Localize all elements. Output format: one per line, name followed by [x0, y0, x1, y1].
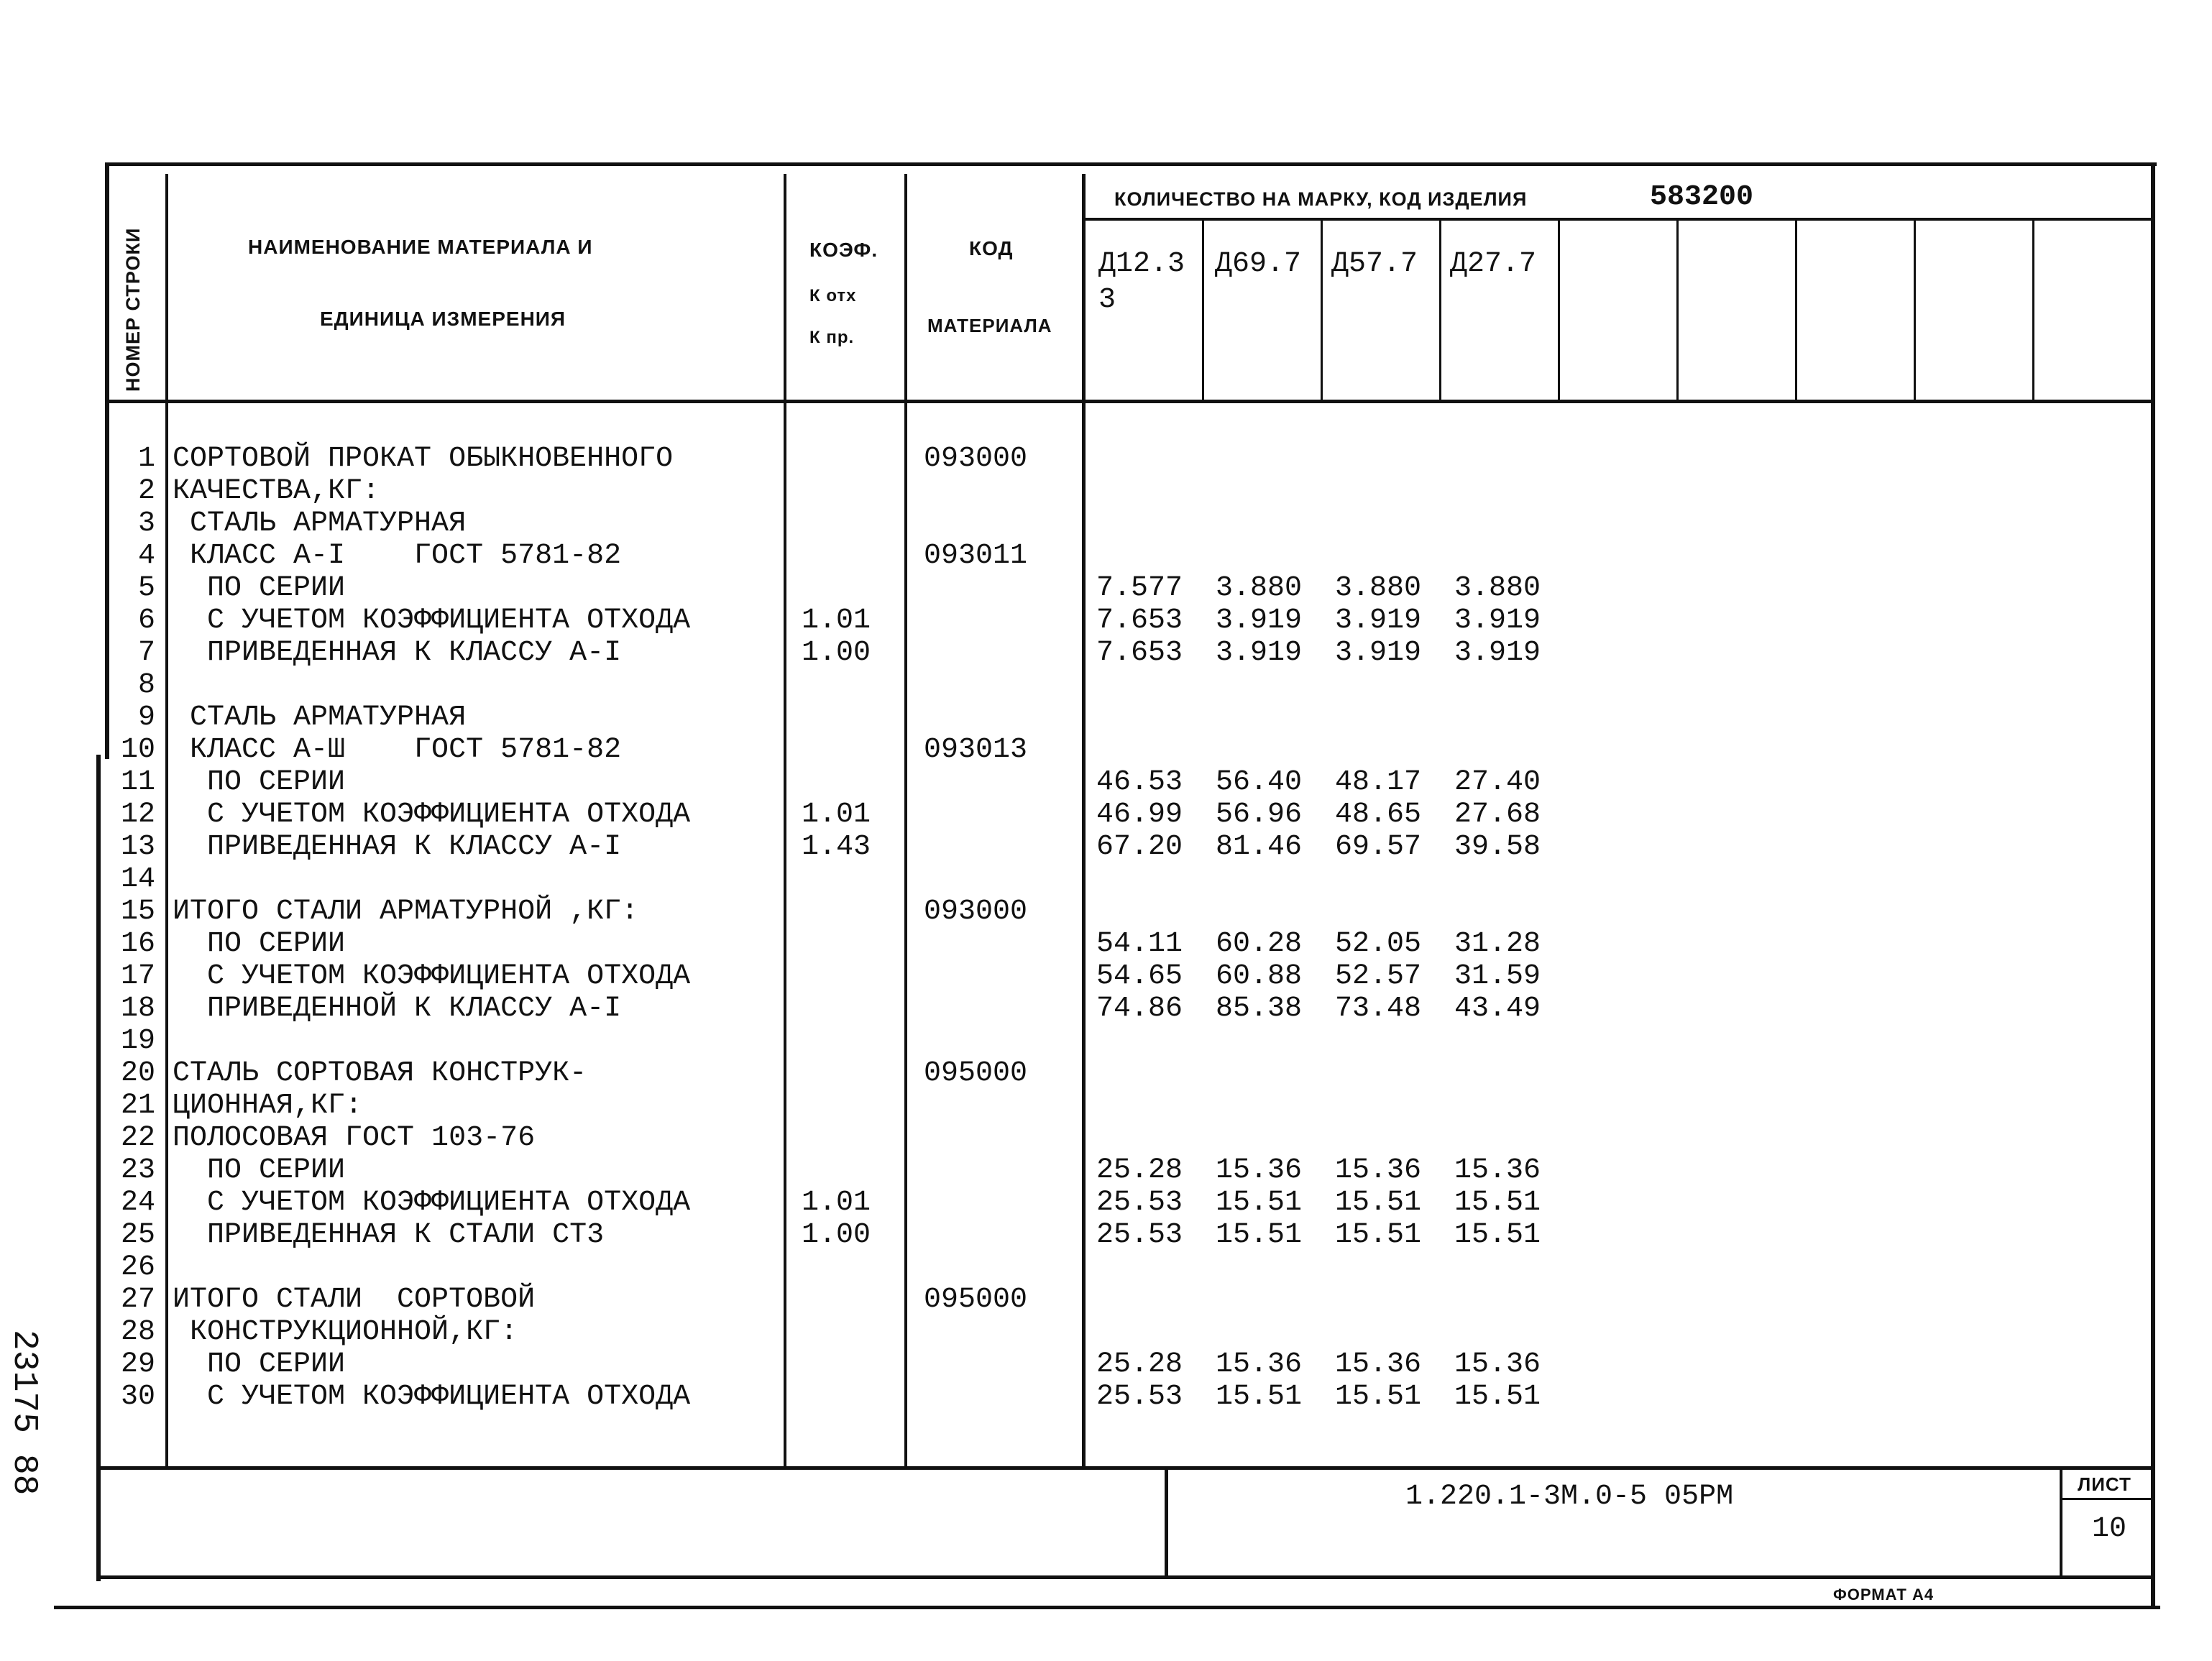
row-number: 3 — [137, 507, 155, 540]
quantity-value: 73.48 — [1335, 993, 1422, 1025]
material-name: ИТОГО СТАЛИ АРМАТУРНОЙ ,КГ: — [173, 896, 639, 928]
material-name: ПО СЕРИИ — [173, 928, 346, 960]
row-number: 29 — [120, 1348, 155, 1381]
coefficient — [802, 863, 902, 896]
quantity-value: 27.68 — [1454, 799, 1541, 831]
material-name: С УЧЕТОМ КОЭФФИЦИЕНТА ОТХОДА — [173, 1187, 691, 1219]
material-code — [924, 1025, 1075, 1057]
row-number: 12 — [120, 799, 155, 831]
material-name: С УЧЕТОМ КОЭФФИЦИЕНТА ОТХОДА — [173, 1381, 691, 1413]
quantity-value: 60.88 — [1216, 960, 1303, 993]
coefficient — [802, 475, 902, 507]
header-code-line2: МАТЕРИАЛА — [927, 315, 1052, 336]
material-name: КЛАСС А-Ш ГОСТ 5781-82 — [173, 734, 622, 766]
quantity-row — [1096, 507, 1600, 540]
row-number: 9 — [137, 701, 155, 734]
material-name: СТАЛЬ СОРТОВАЯ КОНСТРУК- — [173, 1057, 587, 1090]
quantity-value: 25.53 — [1096, 1187, 1183, 1219]
quantity-row — [1096, 1219, 1600, 1251]
material-name: ПРИВЕДЕННАЯ К КЛАССУ А-I — [173, 831, 622, 863]
material-name: С УЧЕТОМ КОЭФФИЦИЕНТА ОТХОДА — [173, 960, 691, 993]
quantity-value: 25.28 — [1096, 1154, 1183, 1187]
material-code — [924, 701, 1075, 734]
quantity-value: 15.36 — [1454, 1154, 1541, 1187]
material-name: ПО СЕРИИ — [173, 1154, 346, 1187]
quantity-value: 60.28 — [1216, 928, 1303, 960]
sep-mark-4 — [1558, 218, 1560, 400]
title-block-divider — [1165, 1466, 1168, 1578]
quantity-value: 15.51 — [1335, 1187, 1422, 1219]
quantity-value: 69.57 — [1335, 831, 1422, 863]
quantity-value: 15.51 — [1454, 1219, 1541, 1251]
coefficient — [802, 734, 902, 766]
coefficient — [802, 1154, 902, 1187]
quantity-row — [1096, 443, 1600, 475]
quantity-value: 25.53 — [1096, 1219, 1183, 1251]
row-number: 10 — [120, 734, 155, 766]
material-code — [924, 799, 1075, 831]
sep-mark-7 — [1914, 218, 1916, 400]
coefficient — [802, 540, 902, 572]
quantity-value: 15.36 — [1335, 1154, 1422, 1187]
coefficient — [802, 701, 902, 734]
quantity-row — [1096, 1251, 1600, 1284]
material-name: ПРИВЕДЕННОЙ К КЛАССУ А-I — [173, 993, 622, 1025]
coefficient: 1.01 — [802, 799, 871, 831]
material-code-column — [924, 443, 1075, 1413]
quantity-row — [1096, 734, 1600, 766]
material-code — [924, 1381, 1075, 1413]
sep-name — [784, 174, 786, 1468]
quantity-row — [1096, 766, 1600, 799]
quantity-row — [1096, 993, 1600, 1025]
sep-mark-3 — [1439, 218, 1441, 400]
quantity-row — [1096, 1025, 1600, 1057]
material-name: ПО СЕРИИ — [173, 1348, 346, 1381]
frame-top — [108, 162, 2157, 166]
quantity-value: 7.653 — [1096, 637, 1183, 669]
quantity-value: 27.40 — [1454, 766, 1541, 799]
material-name: КАЧЕСТВА,КГ: — [173, 475, 380, 507]
quantity-row — [1096, 1284, 1600, 1316]
material-code — [924, 669, 1075, 701]
row-number: 23 — [120, 1154, 155, 1187]
sep-code — [1082, 174, 1086, 1468]
material-code — [924, 604, 1075, 637]
sep-coef — [904, 174, 907, 1468]
row-number: 2 — [137, 475, 155, 507]
row-number: 5 — [137, 572, 155, 604]
coefficient — [802, 572, 902, 604]
coefficient: 1.01 — [802, 604, 871, 637]
row-number: 14 — [120, 863, 155, 896]
quantity-row — [1096, 572, 1600, 604]
material-code: 095000 — [924, 1284, 1028, 1316]
sheet-label: ЛИСТ — [2078, 1473, 2131, 1495]
coefficient — [802, 1057, 902, 1090]
coefficient: 1.00 — [802, 1219, 871, 1251]
material-code — [924, 1187, 1075, 1219]
quantity-row — [1096, 1187, 1600, 1219]
quantity-value: 15.51 — [1454, 1381, 1541, 1413]
quantity-value: 25.28 — [1096, 1348, 1183, 1381]
material-name — [173, 863, 784, 896]
quantity-value: 3.919 — [1335, 604, 1422, 637]
material-name — [173, 669, 784, 701]
quantity-value: 46.99 — [1096, 799, 1183, 831]
coefficient — [802, 1284, 902, 1316]
material-name: ПОЛОСОВАЯ ГОСТ 103-76 — [173, 1122, 536, 1154]
sep-rowno — [165, 174, 168, 1468]
quantity-row — [1096, 1348, 1600, 1381]
quantity-value: 54.65 — [1096, 960, 1183, 993]
row-number: 16 — [120, 928, 155, 960]
quantity-row — [1096, 1122, 1600, 1154]
row-number: 19 — [120, 1025, 155, 1057]
qty-label: КОЛИЧЕСТВО НА МАРКУ, КОД ИЗДЕЛИЯ — [1114, 188, 1528, 210]
material-code — [924, 863, 1075, 896]
material-code — [924, 1090, 1075, 1122]
material-name: КОНСТРУКЦИОННОЙ,КГ: — [173, 1316, 518, 1348]
row-number: 7 — [137, 637, 155, 669]
material-name: ПО СЕРИИ — [173, 572, 346, 604]
coefficient — [802, 960, 902, 993]
quantity-value: 25.53 — [1096, 1381, 1183, 1413]
quantity-value: 3.919 — [1216, 637, 1303, 669]
row-number: 8 — [137, 669, 155, 701]
coefficient — [802, 928, 902, 960]
row-number: 26 — [120, 1251, 155, 1284]
quantity-row — [1096, 540, 1600, 572]
mark-d57-7: Д57.7 — [1331, 248, 1418, 280]
coefficient: 1.00 — [802, 637, 871, 669]
frame-right — [2151, 162, 2155, 1607]
material-name: ПРИВЕДЕННАЯ К КЛАССУ А-I — [173, 637, 622, 669]
sheet-number: 10 — [2092, 1513, 2127, 1545]
quantity-row — [1096, 637, 1600, 669]
quantity-row — [1096, 475, 1600, 507]
mark-d12-3-line2: 3 — [1098, 284, 1116, 316]
coefficient: 1.43 — [802, 831, 871, 863]
row-number: 18 — [120, 993, 155, 1025]
coefficient — [802, 1348, 902, 1381]
quantity-value: 39.58 — [1454, 831, 1541, 863]
row-number: 21 — [120, 1090, 155, 1122]
quantity-value: 7.653 — [1096, 604, 1183, 637]
coefficient — [802, 1251, 902, 1284]
quantity-value: 15.51 — [1335, 1381, 1422, 1413]
sheet-box-left — [2060, 1466, 2062, 1578]
material-name: КЛАСС А-I ГОСТ 5781-82 — [173, 540, 622, 572]
row-number: 13 — [120, 831, 155, 863]
sep-mark-5 — [1676, 218, 1679, 400]
quantity-row — [1096, 896, 1600, 928]
quantity-value: 15.51 — [1216, 1187, 1303, 1219]
row-number: 4 — [137, 540, 155, 572]
quantity-row — [1096, 960, 1600, 993]
format-label: ФОРМАТ А4 — [1833, 1586, 1935, 1604]
quantity-value: 3.880 — [1454, 572, 1541, 604]
sep-mark-2 — [1321, 218, 1323, 400]
quantity-row — [1096, 831, 1600, 863]
quantity-value: 15.36 — [1216, 1348, 1303, 1381]
coefficient — [802, 443, 902, 475]
quantity-row — [1096, 1057, 1600, 1090]
product-code: 583200 — [1650, 181, 1754, 213]
material-code: 093011 — [924, 540, 1028, 572]
quantity-value: 3.919 — [1335, 637, 1422, 669]
mark-d27-7: Д27.7 — [1450, 248, 1537, 280]
quantity-value: 52.05 — [1335, 928, 1422, 960]
quantity-value: 3.919 — [1454, 604, 1541, 637]
quantity-row — [1096, 928, 1600, 960]
material-code — [924, 831, 1075, 863]
quantity-value: 85.38 — [1216, 993, 1303, 1025]
row-number: 25 — [120, 1219, 155, 1251]
quantity-value: 15.51 — [1454, 1187, 1541, 1219]
material-name-column — [173, 443, 784, 1413]
mark-d69-7: Д69.7 — [1215, 248, 1302, 280]
header-name-line1: НАИМЕНОВАНИЕ МАТЕРИАЛА И — [248, 236, 593, 258]
material-code: 093000 — [924, 443, 1028, 475]
quantity-value: 15.36 — [1216, 1154, 1303, 1187]
margin-stamp: 23175 88 — [4, 1330, 43, 1496]
header-separator — [108, 400, 2153, 403]
material-name: СТАЛЬ АРМАТУРНАЯ — [173, 507, 467, 540]
quantity-value: 56.96 — [1216, 799, 1303, 831]
row-number: 1 — [137, 443, 155, 475]
document-code: 1.220.1-3М.0-5 05РМ — [1405, 1481, 1734, 1513]
material-code — [924, 1219, 1075, 1251]
row-number: 17 — [120, 960, 155, 993]
coefficient — [802, 993, 902, 1025]
format-strip-line — [54, 1606, 2160, 1609]
quantity-value: 31.59 — [1454, 960, 1541, 993]
quantity-value: 31.28 — [1454, 928, 1541, 960]
quantity-value: 15.51 — [1335, 1219, 1422, 1251]
coefficient — [802, 1316, 902, 1348]
quantity-row — [1096, 1090, 1600, 1122]
quantity-value: 54.11 — [1096, 928, 1183, 960]
row-number: 15 — [120, 896, 155, 928]
coefficient — [802, 1025, 902, 1057]
row-number: 11 — [120, 766, 155, 799]
coefficient — [802, 1122, 902, 1154]
quantity-value: 74.86 — [1096, 993, 1183, 1025]
sep-mark-8 — [2032, 218, 2034, 400]
quantity-value: 3.880 — [1335, 572, 1422, 604]
material-code — [924, 1348, 1075, 1381]
quantity-row — [1096, 604, 1600, 637]
quantity-value: 15.36 — [1335, 1348, 1422, 1381]
coefficient — [802, 1381, 902, 1413]
row-number: 22 — [120, 1122, 155, 1154]
row-number: 6 — [137, 604, 155, 637]
quantity-value: 15.36 — [1454, 1348, 1541, 1381]
row-number: 28 — [120, 1316, 155, 1348]
material-code — [924, 1122, 1075, 1154]
material-code: 093000 — [924, 896, 1028, 928]
quantity-values-area — [1096, 443, 1600, 1413]
quantity-value: 43.49 — [1454, 993, 1541, 1025]
coefficient-column — [802, 443, 902, 1413]
row-number: 27 — [120, 1284, 155, 1316]
quantity-value: 52.57 — [1335, 960, 1422, 993]
coefficient — [802, 507, 902, 540]
material-name: СОРТОВОЙ ПРОКАТ ОБЫКНОВЕННОГО — [173, 443, 674, 475]
material-code: 095000 — [924, 1057, 1028, 1090]
coefficient — [802, 669, 902, 701]
quantity-value: 81.46 — [1216, 831, 1303, 863]
quantity-value: 56.40 — [1216, 766, 1303, 799]
material-code — [924, 766, 1075, 799]
sep-mark-6 — [1795, 218, 1797, 400]
sheet-box-mid — [2060, 1498, 2153, 1500]
material-code — [924, 572, 1075, 604]
material-name: С УЧЕТОМ КОЭФФИЦИЕНТА ОТХОДА — [173, 604, 691, 637]
material-code — [924, 1316, 1075, 1348]
quantity-row — [1096, 863, 1600, 896]
quantity-value: 46.53 — [1096, 766, 1183, 799]
mark-d12-3: Д12.3 — [1098, 248, 1185, 280]
row-number: 20 — [120, 1057, 155, 1090]
header-code-line1: КОД — [969, 237, 1014, 259]
material-code: 093013 — [924, 734, 1028, 766]
material-code — [924, 637, 1075, 669]
quantity-value: 48.17 — [1335, 766, 1422, 799]
quantity-value: 7.577 — [1096, 572, 1183, 604]
material-code — [924, 993, 1075, 1025]
header-coef-line3: К пр. — [809, 328, 855, 347]
material-name — [173, 1251, 784, 1284]
quantity-value: 3.880 — [1216, 572, 1303, 604]
title-block-top — [96, 1466, 2155, 1470]
header-row-number: НОМЕР СТРОКИ — [122, 227, 144, 392]
material-code — [924, 475, 1075, 507]
material-name: ПО СЕРИИ — [173, 766, 346, 799]
quantity-value: 15.51 — [1216, 1381, 1303, 1413]
header-coef-line1: КОЭФ. — [809, 239, 878, 261]
quantity-row — [1096, 669, 1600, 701]
material-code — [924, 1154, 1075, 1187]
quantity-row — [1096, 1381, 1600, 1413]
coefficient — [802, 766, 902, 799]
header-name-line2: ЕДИНИЦА ИЗМЕРЕНИЯ — [320, 308, 566, 330]
quantity-row — [1096, 1316, 1600, 1348]
sep-mark-1 — [1202, 218, 1204, 400]
quantity-row — [1096, 799, 1600, 831]
quantity-value: 3.919 — [1216, 604, 1303, 637]
row-number: 30 — [120, 1381, 155, 1413]
header-coef-line2: К отх — [809, 286, 857, 305]
quantity-value: 15.51 — [1216, 1219, 1303, 1251]
quantity-value: 3.919 — [1454, 637, 1541, 669]
material-code — [924, 960, 1075, 993]
qty-subheader-line — [1086, 218, 2153, 221]
title-block-bottom — [96, 1575, 2155, 1579]
material-code — [924, 1251, 1075, 1284]
quantity-row — [1096, 701, 1600, 734]
material-name: С УЧЕТОМ КОЭФФИЦИЕНТА ОТХОДА — [173, 799, 691, 831]
material-name: СТАЛЬ АРМАТУРНАЯ — [173, 701, 467, 734]
material-name: ЦИОННАЯ,КГ: — [173, 1090, 363, 1122]
material-code — [924, 507, 1075, 540]
quantity-row — [1096, 1154, 1600, 1187]
row-number-column — [101, 443, 155, 1413]
quantity-value: 67.20 — [1096, 831, 1183, 863]
coefficient — [802, 896, 902, 928]
material-name: ПРИВЕДЕННАЯ К СТАЛИ СТ3 — [173, 1219, 605, 1251]
coefficient: 1.01 — [802, 1187, 871, 1219]
material-name: ИТОГО СТАЛИ СОРТОВОЙ — [173, 1284, 536, 1316]
coefficient — [802, 1090, 902, 1122]
material-name — [173, 1025, 784, 1057]
quantity-value: 48.65 — [1335, 799, 1422, 831]
material-code — [924, 928, 1075, 960]
row-number: 24 — [120, 1187, 155, 1219]
